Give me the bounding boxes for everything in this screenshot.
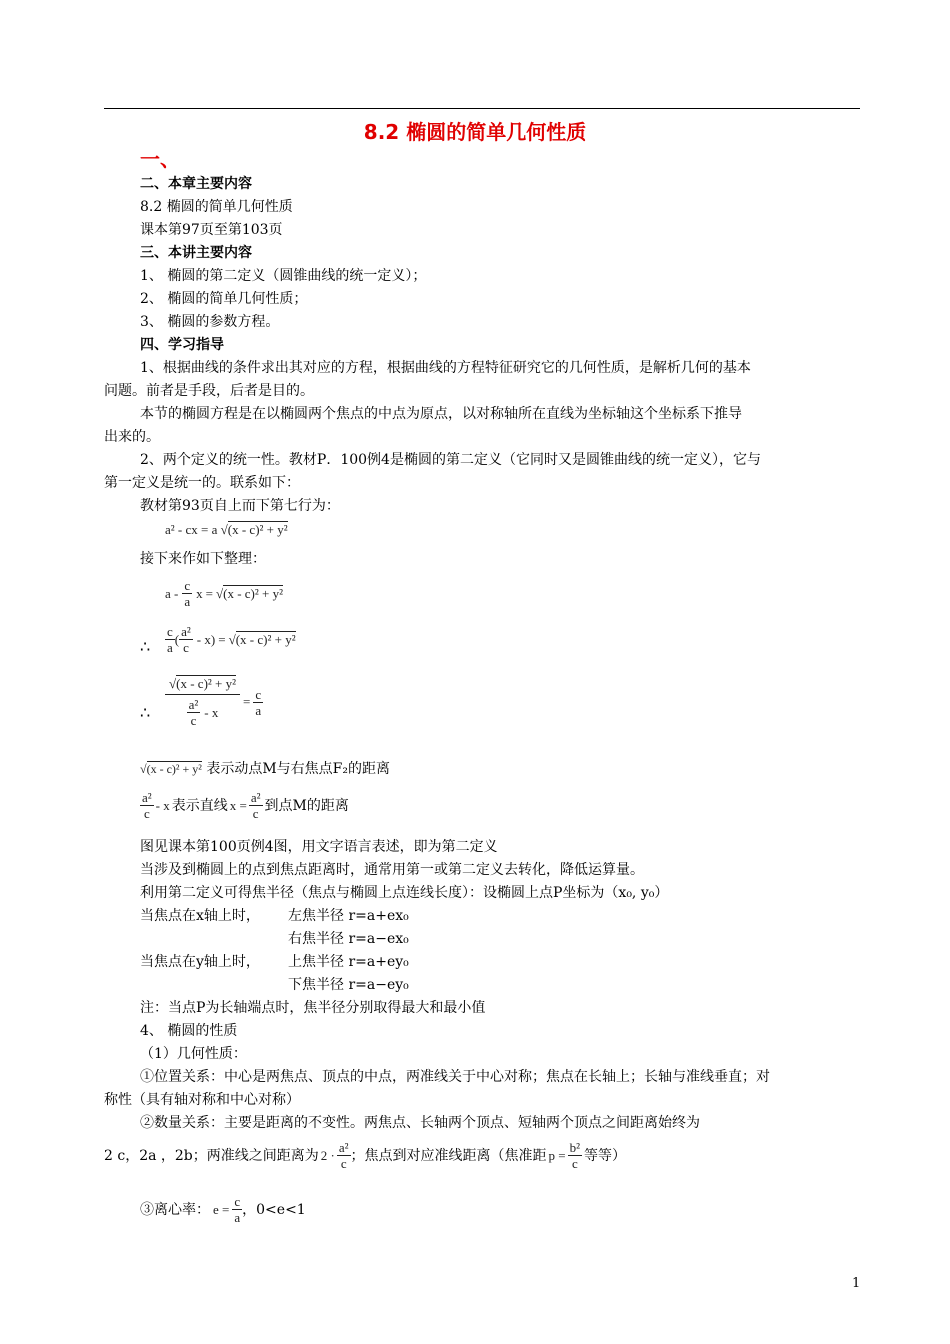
open-paren: ( [174,631,180,647]
formula-2-x: x [196,585,203,601]
formula-3-fraction-a2c [179,624,193,655]
fraction-denominator: a [167,640,173,655]
line-dist-fraction-2 [249,790,263,821]
line-dist-desc-2: 到点M的距离 [264,797,349,814]
formula-3-fraction-ca [165,624,175,655]
fraction-numerator: c [184,578,191,593]
directrix-fraction [337,1140,351,1171]
ecc-range: ，0<e<1 [242,1201,306,1218]
fraction-denominator: a [255,702,262,718]
formula-3 [165,624,296,655]
sqrt-icon: √ [215,585,224,601]
formula-1-lhs: a² - cx = a [165,522,218,537]
fraction-denominator: c [252,806,259,821]
topic-3: 3、 椭圆的参数方程。 [140,314,280,330]
para-1-line-1: 1、根据曲线的条件求出其对应的方程，根据曲线的方程特征研究它的几何性质，是解析几何的基本 [140,360,751,376]
fraction-numerator: c [255,686,262,702]
convert-line: 当涉及到椭圆上的点到焦点距离时，通常用第一或第二定义去转化，降低运算量。 [140,862,644,878]
equals-sign: = [205,585,213,601]
formula-4-fraction-a2c [187,697,201,728]
heading-3: 三、本讲主要内容 [140,245,252,261]
fraction-denominator: c [190,713,197,728]
sqrt-icon: √ [140,762,147,776]
focal-up: 上焦半径 r=a+ey₀ [288,954,409,970]
quantity-line-2 [104,1140,626,1171]
formula-4-fraction-ca [253,687,263,718]
position-line-1: ①位置关系：中心是两焦点、顶点的中点，两准线关于中心对称；焦点在长轴上；长轴与准线垂直；对 [140,1069,770,1085]
ecc-label: ③离心率： [140,1201,210,1218]
fraction-denominator: a [234,1210,241,1225]
fraction-numerator: c [167,624,173,639]
para-3-line-1: 2、两个定义的统一性。教材P．100例4是椭圆的第二定义（它同时又是圆锥曲线的统一定义），它与 [140,452,761,468]
para-1-line-2: 问题。前者是手段，后者是目的。 [104,383,314,399]
sqrt-icon: √ [169,676,177,691]
quantity-text-b: ；焦点到对应准线距离（焦准距 [350,1147,547,1164]
header-rule [104,108,860,109]
fraction-denominator: c [340,1156,347,1171]
focal-param-fraction [568,1140,582,1171]
position-line-2: 称性（具有轴对称和中心对称） [104,1092,300,1108]
item-4: 4、 椭圆的性质 [140,1023,238,1039]
ecc-fraction [232,1194,242,1225]
heading-4: 四、学习指导 [140,337,224,353]
topic-2: 2、 椭圆的简单几何性质； [140,291,308,307]
textbook-line: 教材第93页自上而下第七行为： [140,498,340,514]
sqrt-icon: √ [228,631,236,647]
fig-line: 图见课本第100页例4图，用文字语言表述，即为第二定义 [140,839,498,855]
line-dist-fraction-1 [140,790,154,821]
formula-4 [165,676,263,728]
formula-2-fraction [182,578,192,609]
heading-1: 一、 [140,147,180,171]
page-title: 8.2 椭圆的简单几何性质 [363,120,587,144]
focal-radius-line: 利用第二定义可得焦半径（焦点与椭圆上点连线长度）：设椭圆上点P坐标为（x₀, y₀） [140,885,669,901]
chapter-line-2: 课本第97页至第103页 [140,222,283,238]
line-dist-line [140,790,349,821]
dist-M-line [140,760,390,778]
formula-3-radicand: (x - c)² + y² [235,632,296,647]
dist-M-radicand: (x - c)² + y² [146,762,202,776]
focal-down: 下焦半径 r=a−ey₀ [288,977,409,993]
ecc-e: e = [213,1201,230,1217]
fraction-numerator: a² [188,697,199,712]
arrange-line: 接下来作如下整理： [140,551,266,567]
fraction-numerator [165,676,240,695]
formula-4-radicand: (x - c)² + y² [176,676,237,691]
focal-left: 左焦半径 r=a+ex₀ [288,908,409,924]
fraction-denominator: c [183,640,189,655]
fraction-numerator: b² [569,1140,581,1155]
para-3-line-2: 第一定义是统一的。联系如下： [104,475,300,491]
therefore-1: ∴ [140,637,151,656]
note-line: 注：当点P为长轴端点时，焦半径分别取得最大和最小值 [140,1000,486,1016]
fraction-numerator: a² [250,790,261,805]
dist-M-desc: 表示动点M与右焦点F₂的距离 [206,761,390,777]
line-dist-desc-1: 表示直线 [171,797,228,814]
focal-right: 右焦半径 r=a−ex₀ [288,931,409,947]
page-number: 1 [852,1276,861,1291]
formula-4-minus-x: - x [204,704,219,720]
eccentricity-line [140,1194,306,1225]
formula-1 [165,522,288,538]
para-2-line-1: 本节的椭圆方程是在以椭圆两个焦点的中点为原点，以对称轴所在直线为坐标轴这个坐标系下推导 [140,406,742,422]
fraction-numerator: a² [142,790,152,805]
formula-4-big-fraction [165,676,240,728]
fraction-denominator [187,695,219,728]
formula-2-a-minus: a - [165,585,179,601]
equals-sign: = [243,694,251,709]
fraction-numerator: c [234,1194,241,1209]
quantity-line-1: ②数量关系：主要是距离的不变性。两焦点、长轴两个顶点、短轴两个顶点之间距离始终为 [140,1115,700,1131]
p-eq: p = [548,1147,566,1163]
two-times: 2 · [320,1147,335,1163]
heading-2: 二、本章主要内容 [140,176,252,192]
therefore-2: ∴ [140,703,151,722]
equals-sign: = [218,631,226,647]
line-dist-x-eq: x = [229,797,247,813]
quantity-text-c: 等等） [584,1147,627,1164]
fraction-denominator: c [571,1156,578,1171]
line-dist-minus-x: - x [155,797,170,813]
formula-1-radicand: (x - c)² + y² [227,522,288,537]
para-2-line-2: 出来的。 [104,429,160,445]
sqrt-icon: √ [220,522,228,537]
chapter-line-1: 8.2 椭圆的简单几何性质 [140,199,293,215]
formula-2-radicand: (x - c)² + y² [223,586,284,601]
fraction-numerator: a² [181,624,191,639]
geo-heading: （1）几何性质： [140,1046,247,1062]
quantity-text-a: 2 c，2a ，2b；两准线之间距离为 [104,1147,319,1164]
formula-2 [165,578,283,609]
fraction-denominator: a [184,594,191,609]
fraction-denominator: c [143,806,150,821]
topic-1: 1、 椭圆的第二定义（圆锥曲线的统一定义）； [140,268,427,284]
focal-x-axis: 当焦点在x轴上时， [140,908,260,924]
focal-y-axis: 当焦点在y轴上时， [140,954,260,970]
fraction-numerator: a² [338,1140,349,1155]
formula-3-minus-x: - x) [196,631,216,647]
